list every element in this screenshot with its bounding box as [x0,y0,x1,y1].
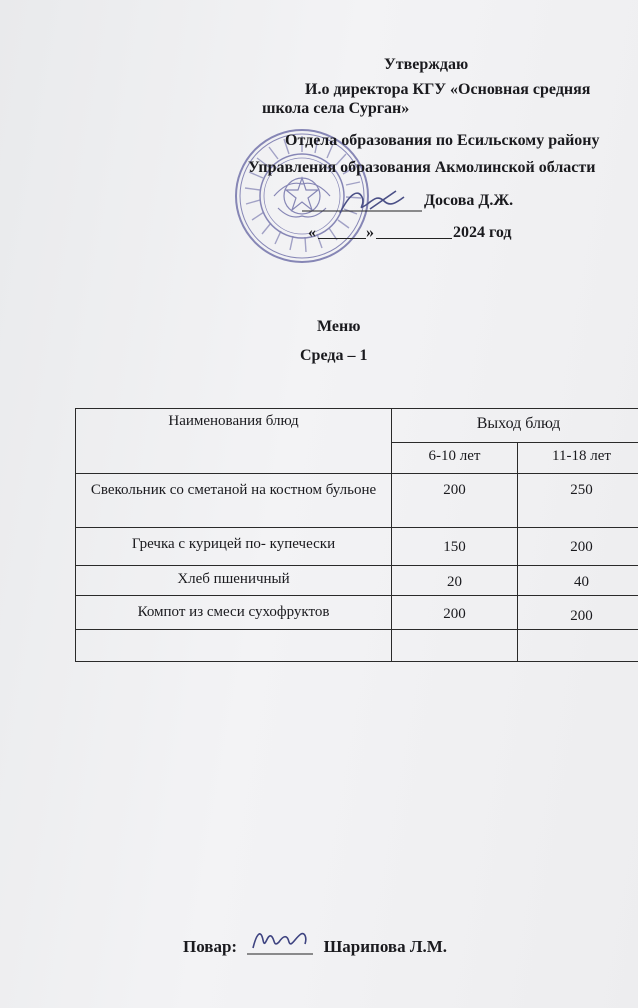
dish-name: Хлеб пшеничный [76,566,392,596]
approve-label: Утверждаю [384,56,469,73]
cook-signature [245,924,315,958]
cook-name: Шарипова Л.М. [323,937,448,956]
date-day-blank [318,238,366,239]
menu-subtitle: Среда – 1 [300,347,368,364]
empty-cell [392,630,518,662]
column-header-dish: Наименования блюд [76,409,392,474]
table-row [76,528,638,566]
menu-table [75,408,638,662]
empty-cell [518,630,638,662]
date-month-blank [376,238,452,239]
column-header-age-11-18: 11-18 лет [518,443,638,474]
menu-title: Меню [317,318,361,335]
position-line-2: школа села Сурган» [262,100,410,117]
dish-name: Гречка с курицей по- купечески [76,528,392,566]
portion-11-18: 200 [518,596,638,630]
portion-6-10: 200 [392,474,518,528]
table-row [76,566,638,596]
empty-cell [76,630,392,662]
portion-11-18: 250 [518,474,638,528]
date-year: 2024 год [453,224,512,241]
table-row [76,596,638,630]
cook-label: Повар: [183,937,238,956]
portion-6-10: 200 [392,596,518,630]
cook-signature-block [183,924,447,958]
portion-6-10: 20 [392,566,518,596]
column-header-output: Выход блюд [392,409,638,443]
dish-name: Свекольник со сметаной на костном бульоне [76,474,392,528]
department-line-2: Управления образования Акмолинской области [248,159,596,176]
table-header-row [76,409,638,443]
position-line-1: И.о директора КГУ «Основная средняя [305,81,591,98]
portion-11-18: 200 [518,528,638,566]
department-line-1: Отдела образования по Есильскому району [285,132,600,149]
portion-6-10: 150 [392,528,518,566]
column-header-age-6-10: 6-10 лет [392,443,518,474]
dish-name: Компот из смеси сухофруктов [76,596,392,630]
director-name: Досова Д.Ж. [424,192,514,209]
director-signature [300,183,424,219]
date-close-quote: » [366,224,374,241]
table-row [76,474,638,528]
table-row-empty [76,630,638,662]
portion-11-18: 40 [518,566,638,596]
date-open-quote: « [308,224,316,241]
